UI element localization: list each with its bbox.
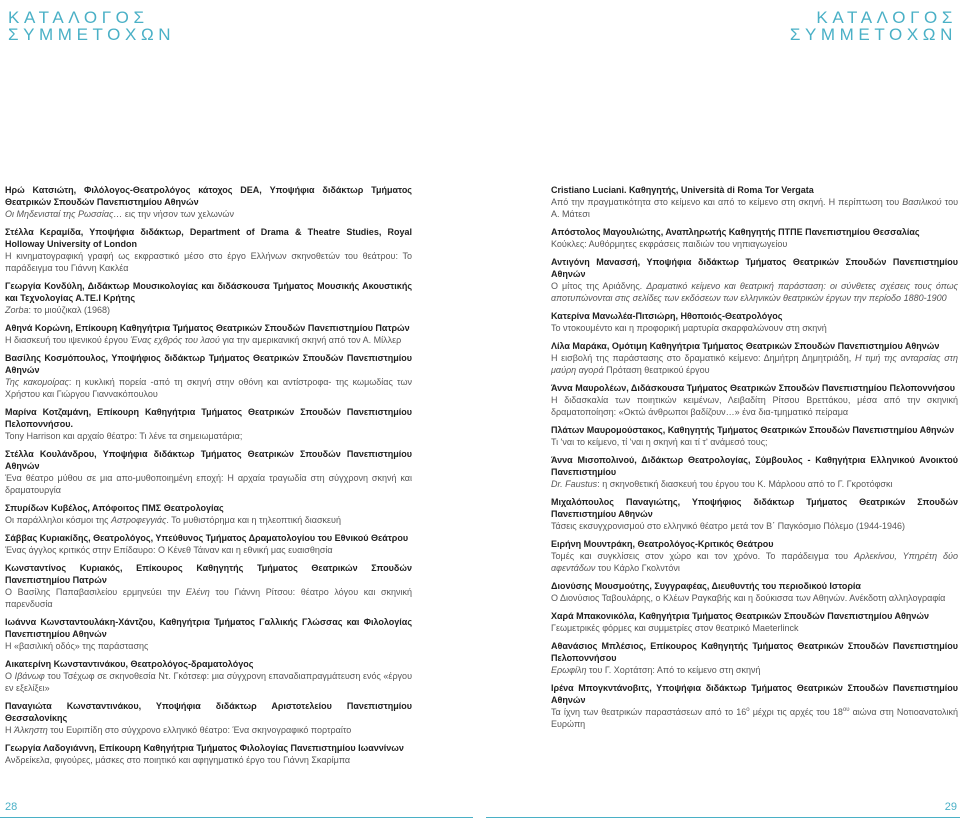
paper-title-part: Ένα θέατρο μύθου σε μια απο-μυθοποιημένη εποχή: Η αρχαία τραγωδία στη σύγχρονη σκηνή και δραματουργία	[5, 473, 412, 495]
participant-name: Πλάτων Μαυρομούστακος, Καθηγητής Τμήματος Θεατρικών Σπουδών Πανεπιστημίου Αθηνών	[551, 425, 955, 435]
paper-title-part: Ο	[5, 671, 15, 681]
title-line-2: ΣΥΜΜΕΤΟΧΩΝ	[789, 25, 957, 44]
footer-rule-left	[0, 817, 473, 818]
paper-title	[551, 196, 958, 220]
paper-title	[551, 550, 958, 574]
paper-title-part: : το μιούζικαλ (1968)	[28, 305, 110, 315]
participant-entry	[551, 382, 958, 418]
participant-entry	[5, 532, 412, 556]
participant-entry	[5, 562, 412, 610]
participant-name: Γεωργία Λαδογιάννη, Επίκουρη Καθηγήτρια Τμήματος Φιλολογίας Πανεπιστημίου Ιωαννίνων	[5, 743, 404, 753]
paper-title-part: Της κακομοίρας	[5, 377, 69, 387]
paper-title-part: Δραματικό κείμενο και θεατρική παράσταση: οι σύνθετες σχέσεις τους όπως αποτυπώνονται στις σελίδες των εκδόσεων των ελληνικών θεατρικών έργων την περίοδο 1880-1900	[551, 281, 958, 303]
paper-title	[551, 394, 958, 418]
participant-name: Αθηνά Κορώνη, Επίκουρη Καθηγήτρια Τμήματος Θεατρικών Σπουδών Πανεπιστημίου Πατρών	[5, 323, 410, 333]
participant-name: Αικατερίνη Κωνσταντινάκου, Θεατρολόγος-δραματολόγος	[5, 659, 254, 669]
paper-title-part: Οι παράλληλοι κόσμοι της	[5, 515, 112, 525]
participant-entry	[551, 640, 958, 676]
paper-title	[5, 544, 412, 556]
paper-title-part: Ένας εχθρός του λαού	[130, 335, 220, 345]
left-column	[5, 184, 412, 772]
paper-title-part: Από την πραγματικότητα στο κείμενο και από το κείμενο στη σκηνή. Η περίπτωση του	[551, 197, 903, 207]
paper-title-part: του Ευριπίδη στο σύγχρονο ελληνικό θέατρο: Ένα σκηνογραφικό πορτραίτο	[47, 725, 352, 735]
paper-title-part: Πρόταση θεατρικού έργου	[603, 365, 710, 375]
participant-name: Στέλλα Κεραμίδα, Υποψήφια διδάκτωρ, Department of Drama & Theatre Studies, Royal Holloway University of London	[5, 227, 412, 249]
paper-title-part: Η τιμή της ανταρσίας στη μαύρη αγορά	[551, 353, 958, 375]
page-number-left: 28	[5, 801, 18, 813]
paper-title	[551, 478, 958, 490]
participant-entry	[5, 352, 412, 400]
paper-title-part: Ο Βασίλης Παπαβασιλείου ερμηνεύει την	[5, 587, 186, 597]
paper-title-part: Τι 'ναι το κείμενο, τί 'ναι η σκηνή και τί τ' ανάμεσό τους;	[551, 437, 768, 447]
participant-entry	[5, 184, 412, 220]
paper-title-part: αιώνα στη Νοτιοανατολική Ευρώπη	[551, 707, 958, 729]
paper-title	[5, 586, 412, 610]
participant-name: Γεωργία Κονδύλη, Διδάκτωρ Μουσικολογίας και διδάσκουσα Τμήματος Μουσικής Ακουστικής και Τεχνολογίας Α.ΤΕ.Ι Κρήτης	[5, 281, 412, 303]
participant-name: Μιχαλόπουλος Παναγιώτης, Υποψήφιος διδάκτωρ Τμήματος Θεατρικών Σπουδών Πανεπιστημίου Αθηνών	[551, 497, 958, 519]
paper-title-part: Κούκλες: Αυθόρμητες εκφράσεις παιδιών του νηπιαγωγείου	[551, 239, 788, 249]
participant-name: Μαρίνα Κοτζαμάνη, Επίκουρη Καθηγήτρια Τμήματος Θεατρικών Σπουδών Πανεπιστημίου Πελοποννήσου.	[5, 407, 412, 429]
paper-title-part: Το ντοκουμέντο και η προφορική μαρτυρία σκαρφαλώνουν στη σκηνή	[551, 323, 827, 333]
paper-title	[5, 670, 412, 694]
participant-entry	[5, 742, 412, 766]
paper-title-part: Ο Διονύσιος Ταβουλάρης, ο Κλέων Ραγκαβής και η δούκισσα των Αθηνών. Ανέκδοτη αλληλογραφία	[551, 593, 946, 603]
paper-title-part: Τομές και συγκλίσεις στον χώρο και τον χρόνο. Το παράδειγμα του	[551, 551, 854, 561]
participant-name: Κατερίνα Μανωλέα-Πιτσιώρη, Ηθοποιός-Θεατρολόγος	[551, 311, 783, 321]
paper-title-part: Ο μίτος της Αριάδνης.	[551, 281, 647, 291]
paper-title-part: Ελένη	[185, 587, 210, 597]
paper-title-part: Η διασκευή του ιψενικού έργου	[5, 335, 131, 345]
participant-name: Cristiano Luciani. Καθηγητής, Università di Roma Tor Vergata	[551, 185, 814, 195]
paper-title	[5, 514, 412, 526]
paper-title	[5, 376, 412, 400]
paper-title-part: Ερωφίλη	[551, 665, 587, 675]
paper-title-part: του Γ. Χορτάτση: Από το κείμενο στη σκηνή	[586, 665, 761, 675]
participant-entry	[551, 226, 958, 250]
paper-title	[551, 706, 958, 730]
participant-name: Λίλα Μαράκα, Ομότιμη Καθηγήτρια Τμήματος Θεατρικών Σπουδών Πανεπιστημίου Αθηνών	[551, 341, 940, 351]
paper-title-part: Tony Harrison και αρχαίο θέατρο: Τι λένε τα σημειωματάρια;	[5, 431, 243, 441]
paper-title-part: Dr. Faustus	[551, 479, 598, 489]
paper-title	[5, 334, 412, 346]
paper-title-part: : η σκηνοθετική διασκευή του έργου του Κ. Μάρλοου από το Γ. Γκροτόφσκι	[597, 479, 893, 489]
footer-rule-right	[486, 817, 960, 818]
participant-entry	[5, 700, 412, 736]
paper-title-part: . Το μυθιστόρημα και η τηλεοπτική διασκευή	[166, 515, 341, 525]
participant-entry	[5, 226, 412, 274]
participant-name: Ηρώ Κατσιώτη, Φιλόλογος-Θεατρολόγος κάτοχος DEA, Υποψήφια διδάκτωρ Τμήματος Θεατρικών Σπουδών Πανεπιστημίου Αθηνών	[5, 185, 412, 207]
paper-title-part: Άλκηστη	[14, 725, 48, 735]
paper-title-part: Αστροφεγγιάς	[111, 515, 167, 525]
paper-title-part: Ένας άγγλος κριτικός στην Επίδαυρο: O Κένεθ Τάιναν και η εθνική μας ευαισθησία	[5, 545, 333, 555]
participant-name: Ειρήνη Μουντράκη, Θεατρολόγος-Κριτικός Θεάτρου	[551, 539, 774, 549]
participant-name: Στέλλα Κουλάνδρου, Υποψήφια διδάκτωρ Τμήματος Θεατρικών Σπουδών Πανεπιστημίου Αθηνών	[5, 449, 412, 471]
paper-title-part: Η κινηματογραφική γραφή ως εκφραστικό μέσο στο έργο Ελλήνων σκηνοθετών του θεάτρου: Το παράδειγμα του Γιάννη Κακλέα	[5, 251, 412, 273]
title-line-1: ΚΑΤΑΛΟΓΟΣ	[816, 8, 957, 27]
participant-entry	[551, 340, 958, 376]
page-number-right: 29	[944, 801, 957, 813]
paper-title	[5, 430, 412, 442]
paper-title-part: για την αμερικανική σκηνή από τον Α. Μίλλερ	[219, 335, 402, 345]
paper-title-part: : η κυκλική πορεία -από τη σκηνή στην οθόνη και αντίστροφα- της κωμωδίας των Χρήστου και Γιώργου Γιαννακόπουλου	[5, 377, 412, 399]
paper-title-part: Γεωμετρικές φόρμες και συμμετρίες στον θεατρικό Maeterlinck	[551, 623, 799, 633]
page-title-left	[8, 9, 175, 43]
participant-name: Παναγιώτα Κωνσταντινάκου, Υποψήφια διδάκτωρ Αριστοτελείου Πανεπιστημίου Θεσσαλονίκης	[5, 701, 412, 723]
title-line-2: ΣΥΜΜΕΤΟΧΩΝ	[8, 25, 176, 44]
participant-entry	[5, 322, 412, 346]
participant-name: Ιρένα Μπογκντάνοβιτς, Υποψήφια διδάκτωρ Τμήματος Θεατρικών Σπουδών Πανεπιστημίου Αθηνών	[551, 683, 958, 705]
participant-entry	[5, 616, 412, 652]
paper-title-part: Ανδρείκελα, φιγούρες, μάσκες στο ποιητικό και αφηγηματικό έργο του Γιάννη Σκαρίμπα	[5, 755, 351, 765]
participant-name: Βασίλης Κοσμόπουλος, Υποψήφιος διδάκτωρ Τμήματος Θεατρικών Σπουδών Πανεπιστημίου Αθηνών	[5, 353, 412, 375]
participant-entry	[551, 184, 958, 220]
participant-entry	[5, 280, 412, 316]
paper-title-part: του Γιάννη Ρίτσου: θέατρο λόγου και σκηνική παρενδυσία	[5, 587, 413, 609]
paper-title	[5, 640, 412, 652]
paper-title-part: Βασιλικού	[902, 197, 942, 207]
participant-entry	[551, 496, 958, 532]
right-column	[551, 184, 958, 736]
participant-entry	[5, 502, 412, 526]
paper-title	[551, 322, 958, 334]
participant-name: Άννα Μαυρολέων, Διδάσκουσα Τμήματος Θεατρικών Σπουδών Πανεπιστημίου Πελοποννήσου	[551, 383, 955, 393]
paper-title	[5, 754, 412, 766]
participant-name: Σάββας Κυριακίδης, Θεατρολόγος, Υπεύθυνος Τμήματος Δραματολογίου του Εθνικού Θεάτρου	[5, 533, 409, 543]
paper-title	[5, 472, 412, 496]
participant-entry	[551, 610, 958, 634]
paper-title-part: Η εισβολή της παράστασης στο δραματικό κείμενο: Δημήτρη Δημητριάδη,	[551, 353, 855, 363]
paper-title-part: του Α. Μάτεσι	[551, 197, 958, 219]
participant-entry	[551, 454, 958, 490]
participant-name: Αθανάσιος Μπλέσιος, Επίκουρος Καθηγητής Τμήματος Θεατρικών Σπουδών Πανεπιστημίου Πελοποννήσου	[551, 641, 958, 663]
paper-title-part: Η «βασιλική οδός» της παράστασης	[5, 641, 149, 651]
participant-name: Σπυρίδων Κυβέλος, Απόφοιτος ΠΜΣ Θεατρολογίας	[5, 503, 224, 513]
paper-title-part: Zorba	[5, 305, 29, 315]
paper-title	[551, 622, 958, 634]
participant-entry	[551, 310, 958, 334]
paper-title	[5, 208, 412, 220]
participant-entry	[551, 538, 958, 574]
paper-title-part: Η διδασκαλία των ποιητικών κειμένων, Λειβαδίτη Ρίτσου Βρεττάκου, μέσα από την σκηνική δραματοποίηση: «Οκτώ άνθρωποι βαδίζουν…» ένα δια-τμηματικό πείραμα	[551, 395, 958, 417]
paper-title-part: εις την νήσον των χελωνών	[122, 209, 234, 219]
participant-entry	[5, 658, 412, 694]
paper-title	[5, 250, 412, 274]
paper-title	[551, 352, 958, 376]
title-line-1: ΚΑΤΑΛΟΓΟΣ	[8, 8, 149, 27]
participant-name: Ιωάννα Κωνσταντουλάκη-Χάντζου, Καθηγήτρια Τμήματος Γαλλικής Γλώσσας και Φιλολογίας Πανεπιστημίου Αθηνών	[5, 617, 412, 639]
participant-entry	[551, 424, 958, 448]
paper-title-part: του Τσέχωφ σε σκηνοθεσία Ντ. Γκότσεφ: μια σύγχρονη επαναδιαπραγμάτευση ενός «έργου εν εξελίξει»	[5, 671, 412, 693]
paper-title	[551, 520, 958, 532]
paper-title-part: Ιβάνωφ	[14, 671, 45, 681]
paper-title-part: Τάσεις εκσυγχρονισμού στο ελληνικό θέατρο μετά τον Β΄ Παγκόσμιο Πόλεμο (1944-1946)	[551, 521, 905, 531]
participant-name: Διονύσης Μουσμούτης, Συγγραφέας, Διευθυντής του περιοδικού Ιστορία	[551, 581, 861, 591]
participant-name: Χαρά Μπακονικόλα, Καθηγήτρια Τμήματος Θεατρικών Σπουδών Πανεπιστημίου Αθηνών	[551, 611, 929, 621]
participant-entry	[5, 406, 412, 442]
paper-title-part: ο	[746, 707, 750, 713]
paper-title	[551, 280, 958, 304]
paper-title	[5, 724, 412, 736]
participant-entry	[551, 256, 958, 304]
participant-name: Κωνσταντίνος Κυριακός, Επίκουρος Καθηγητής Τμήματος Θεατρικών Σπουδών Πανεπιστημίου Πατρών	[5, 563, 412, 585]
participant-entry	[5, 448, 412, 496]
participant-entry	[551, 682, 958, 730]
paper-title	[551, 592, 958, 604]
paper-title	[551, 664, 958, 676]
participant-entry	[551, 580, 958, 604]
paper-title-part: ου	[842, 707, 850, 713]
participant-name: Απόστολος Μαγουλιώτης, Αναπληρωτής Καθηγητής ΠΤΠΕ Πανεπιστημίου Θεσσαλίας	[551, 227, 920, 237]
participant-name: Αντιγόνη Μανασσή, Υποψήφια διδάκτωρ Τμήματος Θεατρικών Σπουδών Πανεπιστημίου Αθηνών	[551, 257, 958, 279]
paper-title-part: Τα ίχνη των θεατρικών παραστάσεων από το 16	[551, 707, 747, 717]
paper-title-part: του Κάρλο Γκολντόνι	[595, 563, 680, 573]
paper-title-part: Οι Μηδενισταί της Ρωσσίας…	[5, 209, 123, 219]
paper-title	[551, 238, 958, 250]
paper-title-part: μέχρι τις αρχές του 18	[749, 707, 843, 717]
paper-title-part: Η	[5, 725, 14, 735]
participant-name: Άννα Μισοπολινού, Διδάκτωρ Θεατρολογίας, Σύμβουλος - Καθηγήτρια Ελληνικού Ανοικτού Πανεπιστημίου	[551, 455, 958, 477]
page-title-right	[790, 9, 957, 43]
paper-title	[5, 304, 412, 316]
paper-title	[551, 436, 958, 448]
paper-title-part: Αρλεκίνου, Υπηρέτη δύο αφεντάδων	[551, 551, 958, 573]
